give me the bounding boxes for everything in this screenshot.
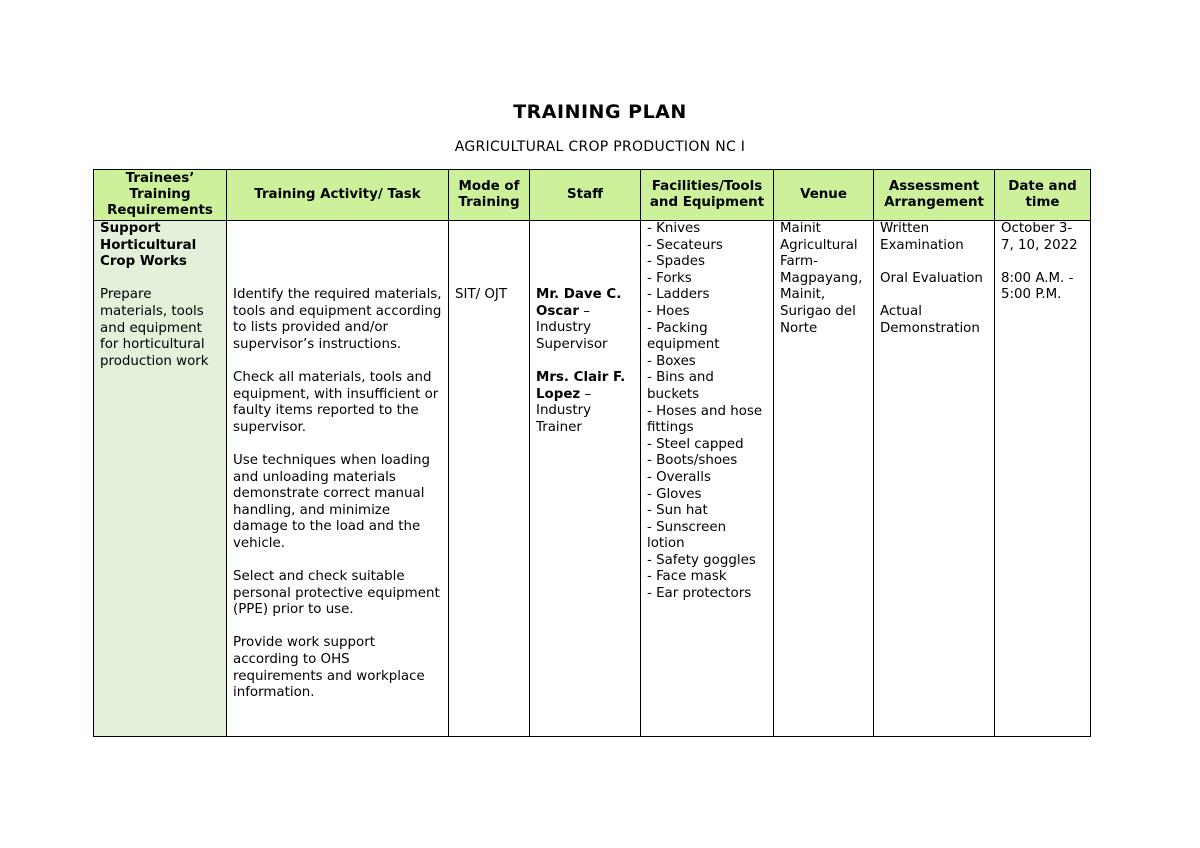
training-time: 8:00 A.M. - 5:00 P.M. [1001, 270, 1074, 303]
header-venue: Venue [774, 170, 874, 221]
training-dates: October 3-7, 10, 2022 [1001, 221, 1078, 253]
table-row [94, 221, 1091, 737]
staff-entry [536, 370, 634, 436]
facility-item: - Hoes [647, 303, 690, 319]
staff-entry [536, 287, 634, 353]
header-activity: Training Activity/ Task [227, 170, 449, 221]
facilities-cell [641, 221, 774, 737]
assessment-cell [874, 221, 995, 737]
activity-item: Select and check suitable personal protective equipment (PPE) prior to use. [233, 569, 440, 618]
staff-role: – Industry Trainer [536, 386, 592, 435]
staff-name: Mr. Dave C. Oscar [536, 287, 622, 319]
venue-text: Mainit Agricultural Farm-Magpayang, Mainit, Surigao del Norte [780, 221, 863, 336]
document-title: TRAINING PLAN [513, 101, 687, 123]
venue-cell [774, 221, 874, 737]
activity-item: Identify the required materials, tools and equipment according to lists provided and/or supervisor’s instructions. [233, 287, 442, 352]
facility-item: - Sunscreen lotion [647, 519, 727, 552]
staff-name: Mrs. Clair F. Lopez [536, 369, 626, 402]
date-time-cell [995, 221, 1091, 737]
facility-item: - Safety goggles [647, 552, 756, 568]
header-date-time: Date and time [995, 170, 1091, 221]
activity-item: Provide work support according to OHS requirements and workplace information. [233, 635, 425, 701]
facility-item: - Boots/shoes [647, 453, 738, 469]
facility-item: - Ear protectors [647, 586, 752, 602]
facility-item: - Knives [647, 221, 701, 236]
facility-item: - Packing equipment [647, 320, 720, 353]
facility-item: - Steel capped [647, 436, 744, 452]
header-facilities: Facilities/Tools and Equipment [641, 170, 774, 221]
facility-item: - Hoses and hose fittings [647, 403, 763, 436]
facility-item: - Gloves [647, 486, 702, 502]
assessment-item: Written Examination [880, 221, 964, 253]
facility-item: - Bins and buckets [647, 370, 714, 402]
activities-cell [227, 221, 449, 737]
facility-item: - Spades [647, 254, 706, 270]
document-subtitle: AGRICULTURAL CROP PRODUCTION NC I [454, 139, 746, 155]
requirement-detail: Prepare materials, tools and equipment for horticultural production work [100, 287, 209, 369]
facility-item: - Forks [647, 270, 692, 286]
facility-item: - Ladders [647, 287, 710, 303]
requirements-cell [94, 221, 227, 737]
staff-cell [530, 221, 641, 737]
assessment-item: Oral Evaluation [880, 270, 983, 286]
requirement-heading: Support Horticultural Crop Works [100, 221, 197, 270]
facility-item: - Secateurs [647, 237, 723, 253]
header-row [94, 170, 1091, 221]
training-plan-table [93, 169, 1091, 737]
activity-item: Check all materials, tools and equipment, with insufficient or faulty items reported to the supervisor. [233, 369, 439, 435]
header-mode: Mode of Training [449, 170, 530, 221]
header-staff: Staff [530, 170, 641, 221]
training-mode: SIT/ OJT [455, 287, 508, 302]
facility-item: - Overalls [647, 469, 711, 485]
staff-role: – Industry Supervisor [536, 303, 608, 352]
activity-item: Use techniques when loading and unloading materials demonstrate correct manual handling, and minimize damage to the load and the vehicle. [233, 452, 431, 551]
header-requirements: Trainees’ Training Requirements [94, 170, 227, 221]
assessment-item: Actual Demonstration [880, 303, 980, 336]
facility-item: - Boxes [647, 353, 696, 369]
header-assessment: Assessment Arrangement [874, 170, 995, 221]
facility-item: - Sun hat [647, 503, 708, 519]
mode-cell [449, 221, 530, 737]
facility-item: - Face mask [647, 569, 727, 585]
